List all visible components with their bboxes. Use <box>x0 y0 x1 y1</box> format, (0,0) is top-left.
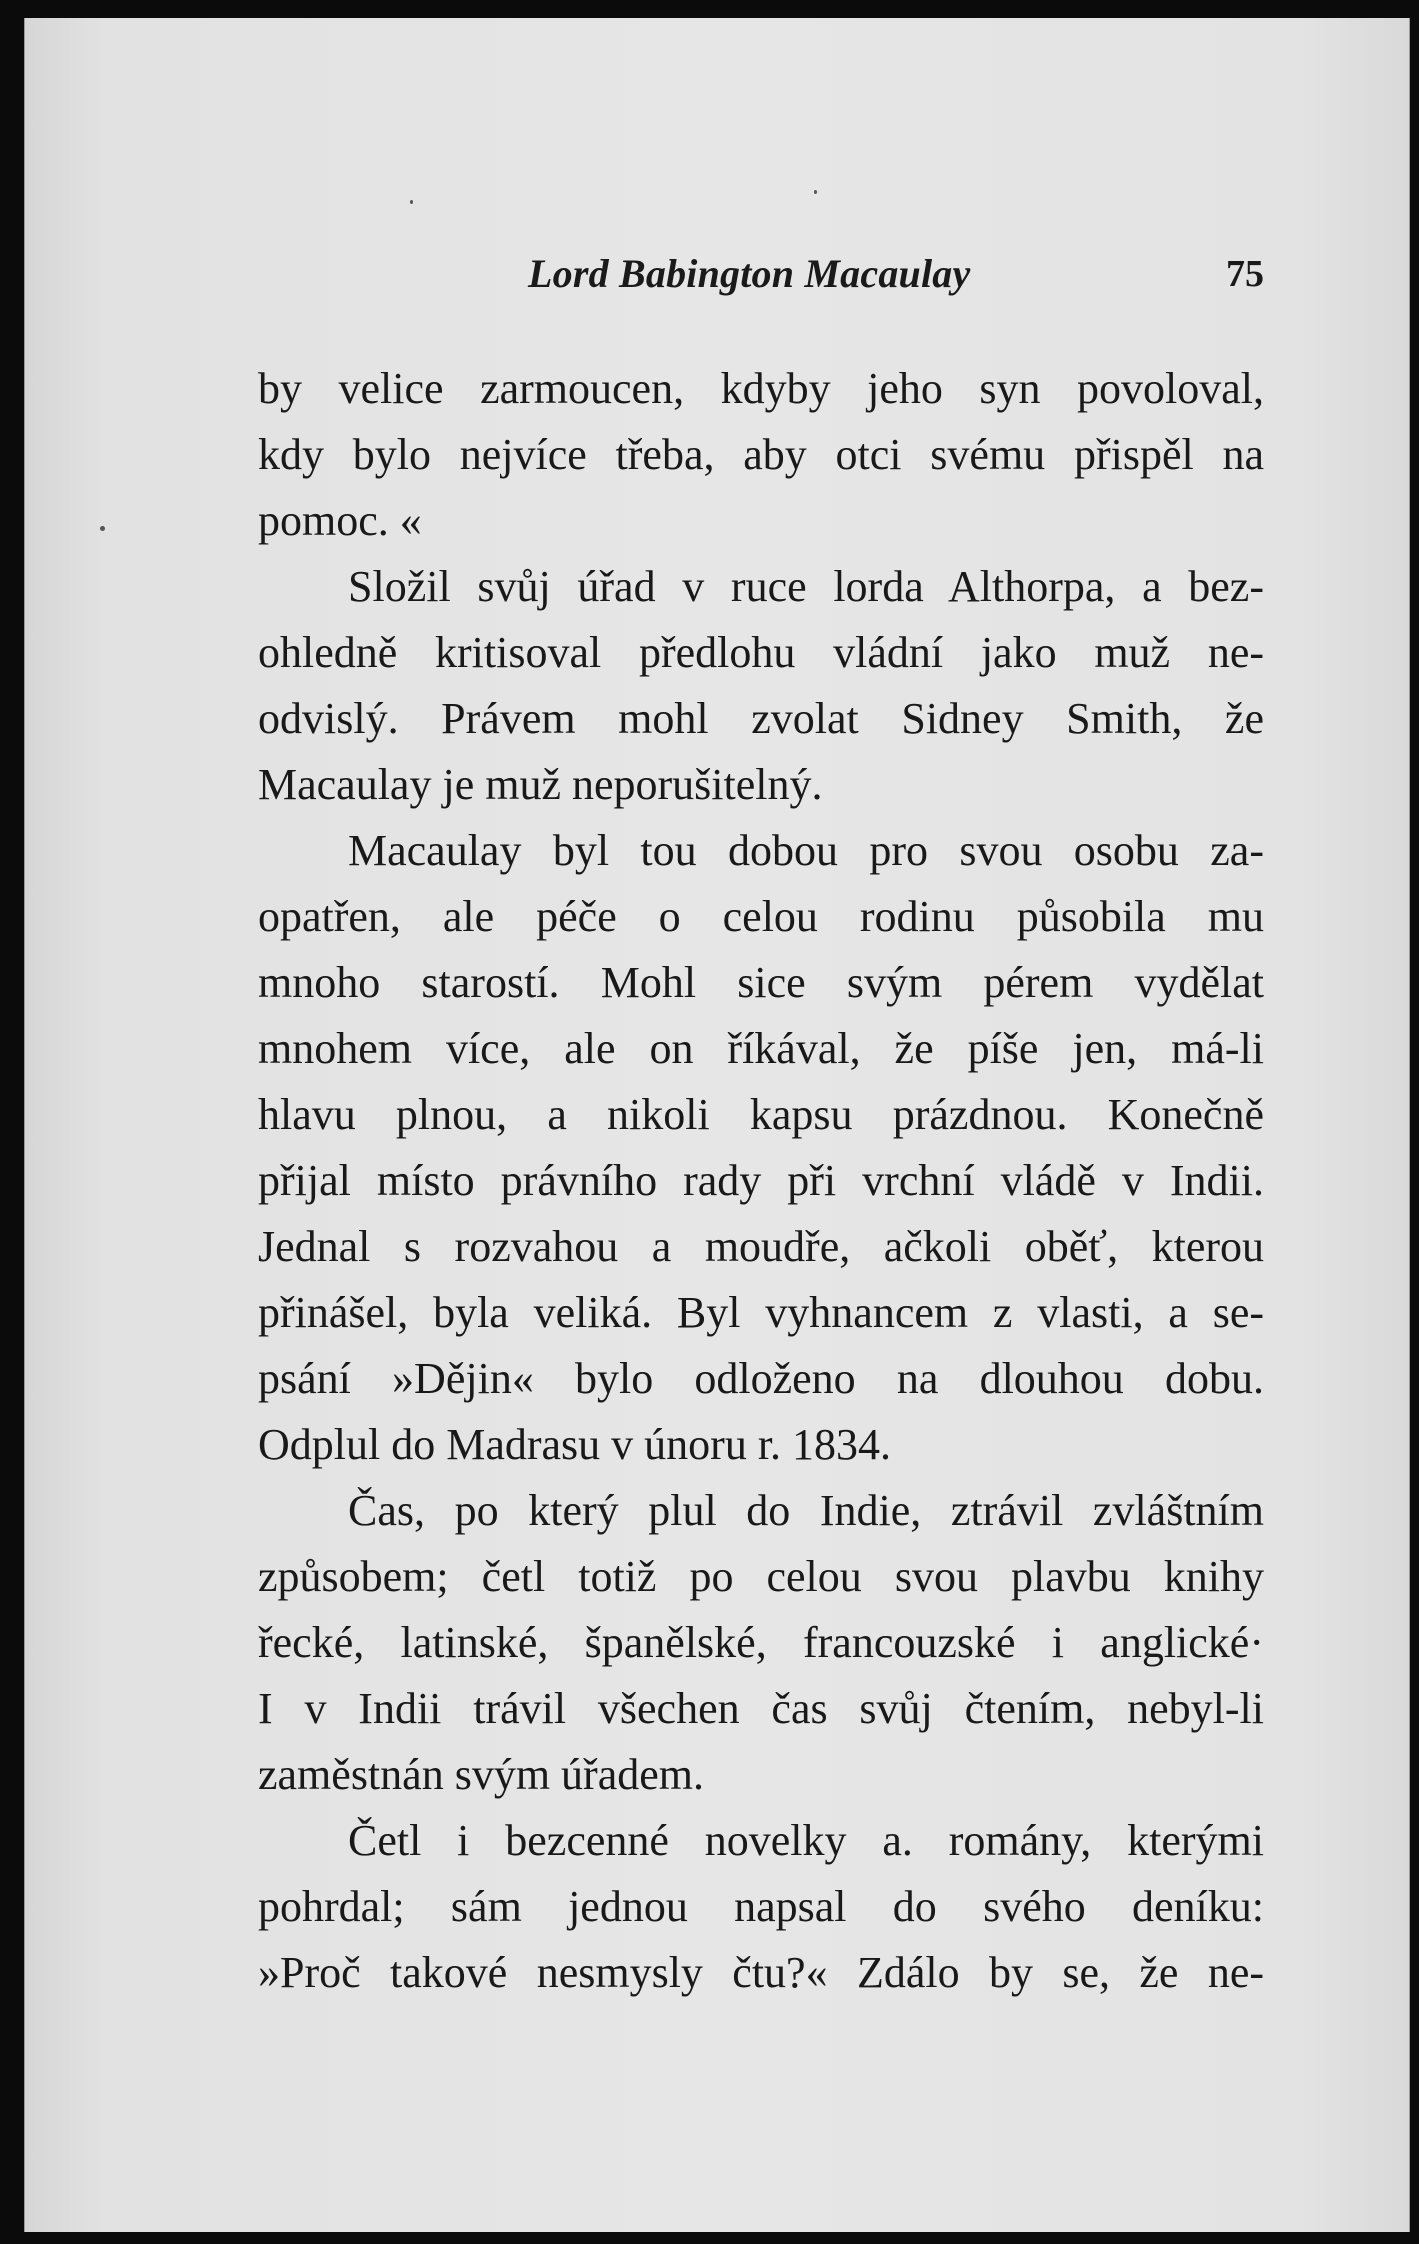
text-line: by velice zarmoucen, kdyby jeho syn povoloval, <box>258 364 1264 413</box>
text-line: řecké, latinské, španělské, francouzské i anglické· <box>258 1618 1264 1667</box>
text-line: I v Indii trávil všechen čas svůj čtením, nebyl-li <box>258 1684 1264 1733</box>
page-right-edge <box>1409 18 1410 2232</box>
text-line: Četl i bezcenné novelky a. romány, kterými <box>348 1816 1264 1865</box>
page-header <box>528 250 1264 310</box>
text-line: Jednal s rozvahou a moudře, ačkoli oběť, kterou <box>258 1222 1264 1271</box>
paper-speck <box>100 526 105 531</box>
text-line: ohledně kritisoval předlohu vládní jako muž ne- <box>258 628 1264 677</box>
book-page <box>24 18 1410 2232</box>
text-line: »Proč takové nesmysly čtu?« Zdálo by se, že ne- <box>258 1948 1264 1997</box>
text-line: pomoc. « <box>258 496 422 545</box>
body-text <box>258 356 1264 2006</box>
paper-speck <box>410 200 413 204</box>
text-line: hlavu plnou, a nikoli kapsu prázdnou. Konečně <box>258 1090 1264 1139</box>
text-line: přijal místo právního rady při vrchní vládě v Indii. <box>258 1156 1264 1205</box>
paper-speck <box>814 190 817 194</box>
text-line: opatřen, ale péče o celou rodinu působila mu <box>258 892 1264 941</box>
running-head: Lord Babington Macaulay <box>528 251 971 296</box>
text-line: odvislý. Právem mohl zvolat Sidney Smith, že <box>258 694 1264 743</box>
page-number: 75 <box>1226 253 1264 295</box>
page-left-edge <box>24 18 25 2232</box>
text-line: zaměstnán svým úřadem. <box>258 1750 704 1799</box>
text-line: mnoho starostí. Mohl sice svým pérem vydělat <box>258 958 1264 1007</box>
text-line: Složil svůj úřad v ruce lorda Althorpa, a bez- <box>348 562 1264 611</box>
text-line: Čas, po který plul do Indie, ztrávil zvláštním <box>348 1486 1264 1535</box>
text-line: mnohem více, ale on říkával, že píše jen, má-li <box>258 1024 1264 1073</box>
text-line: Macaulay je muž neporušitelný. <box>258 760 823 809</box>
text-line: Macaulay byl tou dobou pro svou osobu za- <box>348 826 1264 875</box>
text-line: kdy bylo nejvíce třeba, aby otci svému přispěl na <box>258 430 1264 479</box>
text-line: způsobem; četl totiž po celou svou plavbu knihy <box>258 1552 1264 1601</box>
text-line: přinášel, byla veliká. Byl vyhnancem z vlasti, a se- <box>258 1288 1264 1337</box>
text-line: Odplul do Madrasu v únoru r. 1834. <box>258 1420 892 1469</box>
text-line: psání »Dějin« bylo odloženo na dlouhou dobu. <box>258 1354 1264 1403</box>
text-line: pohrdal; sám jednou napsal do svého deníku: <box>258 1882 1264 1931</box>
